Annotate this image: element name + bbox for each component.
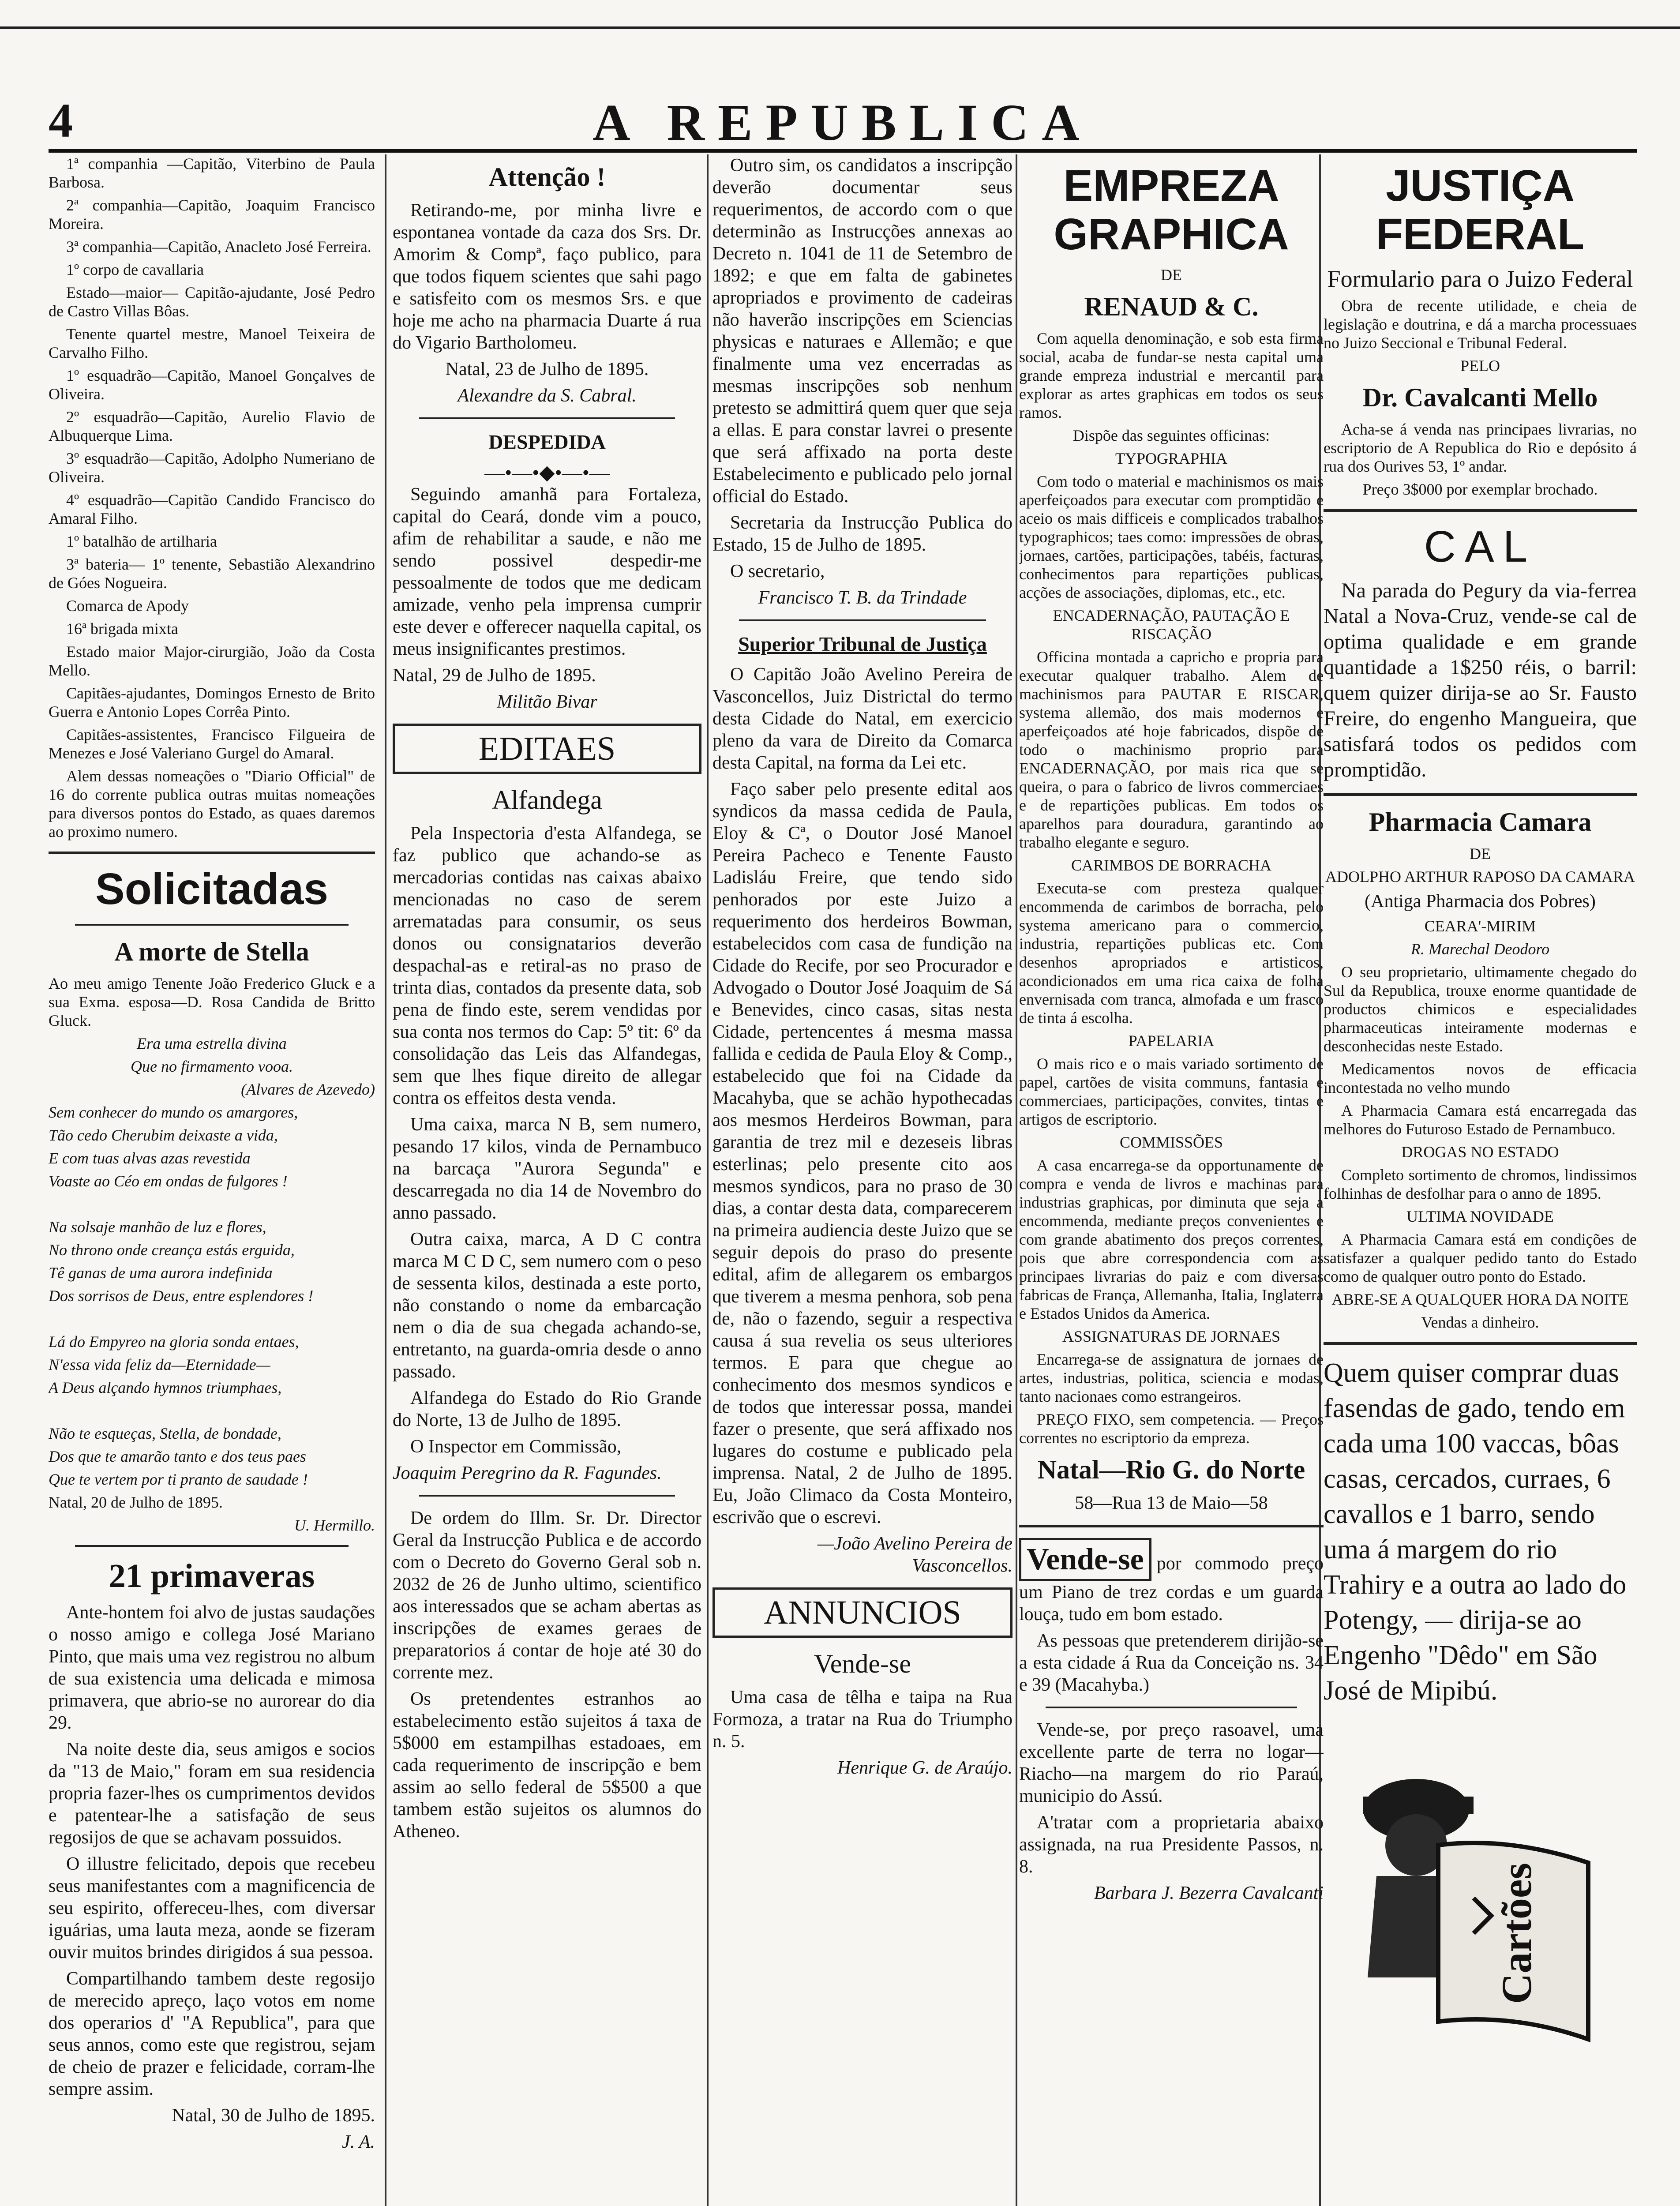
text-paragraph: Comarca de Apody: [66, 597, 189, 615]
assignaturas-text: Encarrega-se de assignatura de jornaes de artes, industrias, politica, sciencia e modas, tanto nacionaes como estrangeiros.: [1019, 1351, 1324, 1405]
formulario-sale: Acha-se á venda nas principaes livrarias, no escriptorio de A Republica do Rio e depósito á rua dos Ourives 53, 1º andar.: [1324, 420, 1637, 475]
text-paragraph: 16ª brigada mixta: [66, 620, 178, 638]
stella-dedication: Ao meu amigo Tenente João Frederico Gluck e a sua Exma. esposa—D. Rosa Candida de Britto Gluck.: [49, 975, 375, 1029]
fazendas-ad: [1324, 1355, 1637, 1708]
pharmacia-text2: Medicamentos novos de efficacia incontestada no velho mundo: [1324, 1060, 1637, 1096]
pharmacia-novidade: ULTIMA NOVIDADE: [1406, 1208, 1554, 1225]
text-paragraph: O Inspector em Commissão,: [410, 1437, 622, 1457]
typographia-title: TYPOGRAPHIA: [1115, 450, 1228, 467]
text-paragraph: Alfandega do Estado do Rio Grande do Norte, 13 de Julho de 1895.: [393, 1388, 701, 1430]
typographia-text: Com todo o material e machinismos os mais aperfeiçoados para executar com promptidão e aceio os mais difficeis e complicados trabalhos typographicos; taes como: impressões de obras, jornaes, cartões, participações, tabéis, facturas, conhecimentos para repartições publicas, acções de associações, diplomas, etc., etc.: [1019, 473, 1324, 601]
primaveras-article: [49, 1602, 375, 2100]
section-rule: [49, 852, 375, 854]
assignaturas-title: ASSIGNATURAS DE JORNAES: [1062, 1328, 1281, 1345]
text-paragraph: Sem conhecer do mundo os amargores,: [49, 1103, 298, 1121]
alfandega-notice: [393, 822, 701, 1458]
primaveras-date: Natal, 30 de Julho de 1895.: [172, 2105, 375, 2126]
text-paragraph: 2ª companhia—Capitão, Joaquim Francisco Moreira.: [49, 196, 375, 233]
section-rule: [1046, 1707, 1297, 1708]
instrucao-order-notice: [393, 1507, 701, 1842]
column-1: [49, 154, 375, 2206]
despedida-text: Seguindo amanhã para Fortaleza, capital do Ceará, donde vim a pouco, afim de rehabilitar a saude, e não me sendo possivel despedir-me pessoalmente de todos que me dedicam amizade, venho pela imprensa cumprir este dever e offerecer naquella capital, os meus insignificantes prestimos.: [393, 484, 701, 659]
text-paragraph: N'essa vida feliz da—Eternidade—: [49, 1356, 270, 1373]
papelaria-text: O mais rico e o mais variado sortimento de papel, cartões de visita communs, fantasia e commerciaes, participações, convites, tintas e artigos de escriptorio.: [1019, 1055, 1324, 1128]
epigraph-line: Que no firmamento vooa.: [131, 1058, 293, 1075]
formulario-pelo: PELO: [1460, 357, 1500, 375]
atencao-text: Retirando-me, por minha livre e espontanea vontade da caza dos Srs. Dr. Amorim & Compª, faço publico, para que todos fiquem scientes que sahi pago e satisfeito com os mesmos Srs. e que hoje me acho na pharmacia Duarte á rua do Vigario Bartholomeu.: [393, 200, 701, 353]
text-paragraph: Uma caixa, marca N B, sem numero, pesando 17 kilos, vinda de Pernambuco na barcaça "Aurora Segunda" e descarregada no dia 14 de Novembro do anno passado.: [393, 1114, 701, 1223]
text-paragraph: Compartilhando tambem deste regosijo de merecido apreço, laço votos em nome dos operarios d' "A Republica", para que seus annos, como este que registrou, sejam de cheio de prazer e felicidade, corram-lhe sempre assim.: [49, 1969, 375, 2099]
text-paragraph: No throno onde creança estás erguida,: [49, 1241, 295, 1259]
text-paragraph: 2º esquadrão—Capitão, Aurelio Flavio de Albuquerque Lima.: [49, 408, 375, 444]
text-paragraph: Que te vertem por ti pranto de saudade !: [49, 1471, 308, 1488]
atencao-title: Attenção !: [488, 162, 606, 191]
text-paragraph: E com tuas alvas azas revestida: [49, 1149, 251, 1167]
justica-title: JUSTIÇA FEDERAL: [1376, 161, 1585, 259]
text-paragraph: Os pretendentes estranhos ao estabelecimento estão sujeitos á taxa de 5$000 em estampilhas estadoaes, em cada requerimento de inscripção e bem assim ao sello federal de 5$500 a que tambem estão sujeitos os alumnos do Atheneo.: [393, 1689, 701, 1842]
text-paragraph: Na solsaje manhão de luz e flores,: [49, 1218, 266, 1236]
text-paragraph: Tão cedo Cherubim deixaste a vida,: [49, 1126, 278, 1144]
epigraph-line: Era uma estrella divina: [137, 1035, 287, 1052]
text-paragraph: 1º esquadrão—Capitão, Manoel Gonçalves de Oliveira.: [49, 367, 375, 403]
pharmacia-title: Pharmacia Camara: [1369, 807, 1592, 837]
commissoes-title: COMMISSÕES: [1119, 1133, 1223, 1151]
address-title: Natal—Rio G. do Norte: [1037, 1455, 1305, 1484]
text-paragraph: [49, 1309, 375, 1328]
text-paragraph: Capitães-assistentes, Francisco Filgueira de Menezes e José Valeriano Gurgel do Amaral.: [49, 726, 375, 762]
despedida-sign: Militão Bivar: [497, 692, 597, 712]
text-paragraph: [49, 1195, 375, 1213]
cartoes-illustration: [1324, 1730, 1628, 2048]
page-number: 4: [49, 94, 73, 147]
cartoes-label: Cartões: [1493, 1863, 1540, 2004]
stella-date: Natal, 20 de Julho de 1895.: [49, 1493, 223, 1511]
stella-poem: [49, 1103, 375, 1489]
text-paragraph: [49, 1401, 375, 1420]
military-appointments: [49, 154, 375, 841]
section-rule: [419, 417, 675, 419]
text-paragraph: 4º esquadrão—Capitão Candido Francisco do Amaral Filho.: [49, 491, 375, 527]
text-paragraph: De ordem do Illm. Sr. Dr. Director Geral da Instrucção Publica e de accordo com o Decreto do Governo Geral sob n. 2032 de 26 de Junho ultimo, scientifico aos interessados que se acham abertas as inscripções de exames geraes de preparatorios á contar de hoje até 30 do corrente mez.: [393, 1508, 701, 1683]
text-paragraph: Na noite deste dia, seus amigos e socios da "13 de Maio," foram em sua residencia propria fazer-lhes os cumprimentos devidos e patentear-lhe a satisfação de seus regosijos de que se achavam possuidos.: [49, 1739, 375, 1848]
section-rule: [1019, 1525, 1324, 1527]
primaveras-sign: J. A.: [341, 2132, 375, 2152]
text-paragraph: O illustre felicitado, depois que recebeu seus manifestantes com a magnificencia de seu espirito, offereceu-lhes, com diversar iguárias, uma lauta meza, aonde se fizeram ouvir muitos brindes dirigidos á sua pessoa.: [49, 1854, 375, 1962]
pharmacia-de: DE: [1470, 845, 1491, 863]
text-paragraph: Capitães-ajudantes, Domingos Ernesto de Brito Guerra e Antonio Lopes Corrêa Pinto.: [49, 684, 375, 720]
text-paragraph: O secretario,: [730, 561, 825, 582]
vendese-sitio-text2: A'tratar com a proprietaria abaixo assignada, na rua Presidente Passos, n. 8.: [1019, 1812, 1324, 1877]
pharmacia-vendas: Vendas a dinheiro.: [1421, 1313, 1539, 1331]
commissoes-text: A casa encarrega-se da opportunamente de compra e venda de livros e machinas para industrias graphicas, por diminuta que seja a encommenda, mediante preços convenientes e com grande abatimento dos preços correntes, pois que abre correspondencia com as principaes livrarias do paiz e com diversas fabricas de França, Allemanha, Italia, Inglaterra e Estados Unidos da America.: [1019, 1156, 1324, 1322]
text-paragraph: Não te esqueças, Stella, de bondade,: [49, 1425, 281, 1442]
text-paragraph: Alem dessas nomeações o "Diario Official" de 16 do corrente publica outras muitas nomeações para diversos pontos do Estado, as quaes daremos ao proximo numero.: [49, 767, 375, 840]
pharmacia-text3: A Pharmacia Camara está encarregada das melhores do Futuroso Estado de Pernambuco.: [1324, 1102, 1637, 1138]
epigraph-author: (Alvares de Azevedo): [241, 1080, 375, 1098]
column-4: [1019, 154, 1324, 2206]
empreza-title: EMPREZA GRAPHICA: [1054, 161, 1289, 259]
instrucao-sign: Francisco T. B. da Trindade: [758, 588, 967, 608]
alfandega-sign: Joaquim Peregrino da R. Fagundes.: [393, 1463, 662, 1483]
cal-title: CAL: [1424, 522, 1537, 571]
column-3: [712, 154, 1012, 2206]
empreza-de: DE: [1161, 266, 1182, 284]
text-paragraph: Secretaria da Instrucção Publica do Estado, 15 de Julho de 1895.: [712, 513, 1012, 555]
tribunal-title: Superior Tribunal de Justiça: [738, 633, 987, 655]
text-paragraph: 3º esquadrão—Capitão, Adolpho Numeriano de Oliveira.: [49, 450, 375, 486]
vendese-sitio-text: Vende-se, por preço rasoavel, uma excellente parte de terra no logar—Riacho—na margem do rio Paraú, municipio do Assú.: [1019, 1720, 1324, 1806]
formulario-text: Obra de recente utilidade, e cheia de legislação e doutrina, e dá a marcha processuaes no Juizo Seccional e Tribunal Federal.: [1324, 297, 1637, 352]
text-paragraph: 3ª bateria— 1º tenente, Sebastião Alexandrino de Góes Nogueira.: [49, 555, 375, 592]
text-paragraph: Estado—maior— Capitão-ajudante, José Pedro de Castro Villas Bôas.: [49, 284, 375, 320]
pharmacia-place: CEARA'-MIRIM: [1424, 917, 1536, 935]
section-rule: [739, 619, 986, 621]
pharmacia-drogas: DROGAS NO ESTADO: [1401, 1143, 1559, 1161]
preco-text: PREÇO FIXO, sem competencia. — Preços correntes no escriptorio da empreza.: [1019, 1411, 1324, 1447]
section-rule: [419, 1495, 675, 1497]
alfandega-title: Alfandega: [492, 785, 602, 814]
column-divider: [385, 154, 386, 2206]
vendese-sign: Henrique G. de Araújo.: [837, 1758, 1012, 1778]
atencao-sign: Alexandre da S. Cabral.: [458, 386, 637, 406]
text-paragraph: Voaste ao Céo em ondas de fulgores !: [49, 1172, 288, 1190]
masthead: [49, 93, 1637, 151]
pharmacia-hora: ABRE-SE A QUALQUER HORA DA NOITE: [1331, 1291, 1629, 1308]
text-paragraph: Lá do Empyreo na gloria sonda entaes,: [49, 1333, 299, 1351]
section-rule: [75, 1545, 349, 1547]
editaes-header: EDITAES: [393, 724, 701, 774]
text-paragraph: Outra caixa, marca, A D C contra marca M C D C, sem numero com o peso de sessenta kilos, destinada a este porto, não constando o nome da embarcação nem o dia de sua chegada achando-se, entretanto, na guarda-omria desde o anno passado.: [393, 1229, 701, 1382]
vendese-text: Uma casa de têlha e taipa na Rua Formoza, a tratar na Rua do Triumpho n. 5.: [712, 1687, 1012, 1752]
text-paragraph: Pela Inspectoria d'esta Alfandega, se faz publico que achando-se as mercadorias contidas nas caixas abaixo mencionadas no caso de serem arrematadas para consumir, os seus donos ou consignatarios deverão despachal-as e retiral-as no praso de trinta dias, contados da presente data, sob pena de findo este, serem vendidas por sua conta nos termos do Cap: 5º tit: 6º da consolidação das Leis das Alfandegas, sem que lhes fique direito de allegar contra os effeitos desta venda.: [393, 823, 701, 1108]
carimbos-text: Executa-se com presteza qualquer encommenda de carimbos de borracha, pelo systema americano para o commercio, industria, repartições publicas etc. Com desenhos apropriados e artisticos, acondicionados em uma rica caixa de folha envernisada com tranca, almofada e um frasco de tinta á escolha.: [1019, 879, 1324, 1027]
text-paragraph: Estado maior Major-cirurgião, João da Costa Mello.: [49, 643, 375, 679]
carimbos-title: CARIMBOS DE BORRACHA: [1071, 856, 1272, 874]
empreza-name: RENAUD & C.: [1084, 292, 1259, 321]
vendese-title: Vende-se: [814, 1649, 911, 1678]
pharmacia-street: R. Marechal Deodoro: [1410, 940, 1550, 958]
pharmacia-text5: A Pharmacia Camara está em condições de satisfazer a qualquer pedido tanto do Estado como de qualquer outro ponto do Estado.: [1324, 1231, 1637, 1285]
pharmacia-text4: Completo sortimento de chromos, lindissimos folhinhas de desfolhar para o anno de 1895.: [1324, 1166, 1637, 1202]
cal-text: Na parada do Pegury da via-ferrea Natal a Nova-Cruz, vende-se cal de optima qualidade e em grande quantidade a 1$250 réis, o barril: quem quizer dirija-se ao Sr. Fausto Freire, do engenho Mangueira, que satisfará todos os pedidos com promptidão.: [1324, 579, 1637, 781]
text-paragraph: 1ª companhia —Capitão, Viterbino de Paula Barbosa.: [49, 155, 375, 191]
text-paragraph: Outro sim, os candidatos a inscripção deverão documentar seus requerimentos, de accordo com o que determinão as Instrucções annexas ao Decreto n. 1041 de 11 de Setembro de 1892; e que em falta de gabinetes apropriados e provimento de cadeiras não haverão inscripções em Sciencias physicas e naturaes e Allemão; e que finalmente uma vez encerradas as mesmas inscripções sob nenhum pretesto se admittirá quem quer que seja a ellas. E para constar lavrei o presente que será affixado na porta deste Estabelecimento e publicado pelo jornal official do Estado.: [712, 155, 1012, 506]
instrucao-notice-continued: [712, 154, 1012, 582]
annuncios-header: ANNUNCIOS: [712, 1587, 1012, 1638]
column-divider: [1016, 154, 1017, 2206]
pharmacia-old: (Antiga Pharmacia dos Pobres): [1365, 891, 1596, 912]
column-5: [1324, 154, 1637, 2206]
vendese-big-text2: As pessoas que pretenderem dirijão-se a esta cidade á Rua da Conceição ns. 34 e 39 (Macahyba.): [1019, 1631, 1324, 1695]
newspaper-title: A REPUBLICA: [592, 94, 1093, 151]
column-divider: [707, 154, 709, 2206]
section-rule: [75, 924, 349, 926]
tribunal-edital: [712, 664, 1012, 1528]
masthead-rule: [49, 149, 1637, 153]
vendese-big-title: Vende-se: [1019, 1538, 1151, 1581]
solicitadas-header: Solicitadas: [95, 864, 328, 914]
atencao-date: Natal, 23 de Julho de 1895.: [445, 359, 649, 379]
text-paragraph: A Deus alçando hymnos triumphaes,: [49, 1379, 282, 1396]
tribunal-sign: —João Avelino Pereira de Vasconcellos.: [817, 1534, 1012, 1576]
despedida-date: Natal, 29 de Julho de 1895.: [393, 665, 596, 686]
text-paragraph: 1º batalhão de artilharia: [66, 533, 217, 550]
text-paragraph: Tenente quartel mestre, Manoel Teixeira de Carvalho Filho.: [49, 325, 375, 361]
vendese-big-text: por commodo preço um Piano de trez cordas e um guarda louça, tudo em bom estado.: [1019, 1553, 1324, 1624]
stella-author: U. Hermillo.: [294, 1516, 375, 1534]
papelaria-title: PAPELARIA: [1128, 1032, 1215, 1050]
ornament-separator: —•—•◆•—•—: [484, 461, 610, 484]
column-2: [393, 154, 701, 2206]
formulario-price: Preço 3$000 por exemplar brochado.: [1362, 480, 1598, 498]
formulario-author: Dr. Cavalcanti Mello: [1362, 383, 1598, 412]
despedida-title: DESPEDIDA: [488, 431, 606, 453]
empreza-dispoe: Dispõe das seguintes officinas:: [1072, 427, 1270, 444]
vendese-sitio-sign: Barbara J. Bezerra Cavalcanti: [1094, 1883, 1324, 1903]
text-paragraph: Tê ganas de uma aurora indefinida: [49, 1264, 273, 1282]
section-rule: [1324, 1342, 1637, 1345]
text-paragraph: Dos sorrisos de Deus, entre esplendores !: [49, 1287, 314, 1305]
formulario-title: Formulario para o Juizo Federal: [1327, 266, 1633, 292]
stella-title: A morte de Stella: [114, 937, 309, 966]
stella-epigraph: [49, 1034, 375, 1076]
section-rule: [1324, 509, 1637, 512]
pharmacia-text: O seu proprietario, ultimamente chegado do Sul da Republica, trouxe enorme quantidade de productos chimicos e especialidades pharmaceuticas inteiramente modernas e desconhecidas neste Estado.: [1324, 963, 1637, 1055]
text-paragraph: Ante-hontem foi alvo de justas saudações o nosso amigo e collega José Mariano Pinto, que mais uma vez registrou no album de sua existencia uma delicada e mimosa primavera, que abrio-se no aurorear do dia 29.: [49, 1602, 375, 1733]
text-paragraph: 3ª companhia—Capitão, Anacleto José Ferreira.: [66, 238, 371, 255]
address-sub: 58—Rua 13 de Maio—58: [1075, 1493, 1268, 1513]
text-paragraph: Dos que te amarão tanto e dos teus paes: [49, 1448, 306, 1465]
primaveras-title: 21 primaveras: [109, 1557, 315, 1594]
section-rule: [1324, 793, 1637, 796]
fazendas-ad-text: Quem quiser comprar duas fasendas de gado, tendo em cada uma 100 vaccas, bôas casas, cercados, curraes, 6 cavallos e 1 barro, sendo uma á margem do rio Trahiry e a outra ao lado do Potengy, — dirija-se ao Engenho "Dêdo" em São José de Mipibú.: [1324, 1358, 1627, 1706]
text-paragraph: O Capitão João Avelino Pereira de Vasconcellos, Juiz Districtal do termo desta Cidade do Natal, em exercicio pleno da vara de Direito da Comarca desta Capital, na forma da Lei etc.: [712, 664, 1012, 773]
empreza-intro: Com aquella denominação, e sob esta firma social, acaba de fundar-se nesta capital uma grande empreza industrial e mercantil para explorar as artes graphicas em todos os seus ramos.: [1019, 330, 1324, 421]
page-top-edge: [0, 0, 1680, 29]
encadernacao-text: Officina montada a capricho e propria para executar qualquer trabalho. Alem de machinismos para PAUTAR E RISCAR, systema allemão, dos mais modernos e aperfeiçoados até hoje fabricados, dispõe de todo o machinismo proprio para ENCADERNAÇÃO, por mais rica que se queira, o para o fabrico de livros commerciaes e de repartições publicas. Em todos os aparelhos para douradura, garantindo ao trabalho elegante e seguro.: [1019, 648, 1324, 851]
text-paragraph: 1º corpo de cavallaria: [66, 261, 204, 278]
text-paragraph: Faço saber pelo presente edital aos syndicos da massa cedida de Paula, Eloy & Cª, o Doutor José Manoel Pereira Pacheco e Tenente Fausto Ladisláu Freire, que tendo sido penhorados por este Juizo a requerimento dos herdeiros Bowman, estabelecidos com casa de fundição na Cidade do Recife, por seo Procurador e Advogado o Doutor José Joaquim de Sá e Benevides, cinco casas, sitas nesta Cidade, pertencentes á mesma massa fallida e cedida de Paula Eloy & Comp., estabelecido que foi na Cidade da Macahyba, que se achão hypothecadas aos mesmos Herdeiros Bowman, para garantia de trez mil e dezeseis libras esterlinas; pelo presente cito aos mesmos syndicos, para no praso de 30 dias, a contar desta data, comparecerem na primeira audiencia deste Juizo que se seguir depois do praso do presente edital, afim de allegarem os embargos que tiverem a mesma penhora, sob pena de, não o fazendo, seguir a respectiva causa á sua revelia os seus ulteriores termos. E para que chegue ao conhecimento dos mesmos syndicos e de todos que interessar possa, mandei fazer o presente, que será affixado nos lugares do costume e publicado pela imprensa. Natal, 2 de Julho de 1895. Eu, João Climaco da Costa Monteiro, escrivão que o escrevi.: [712, 779, 1012, 1527]
pharmacia-owner: ADOLPHO ARTHUR RAPOSO DA CAMARA: [1325, 868, 1635, 885]
encadernacao-title: ENCADERNAÇÃO, PAUTAÇÃO E RISCAÇÃO: [1053, 607, 1290, 643]
